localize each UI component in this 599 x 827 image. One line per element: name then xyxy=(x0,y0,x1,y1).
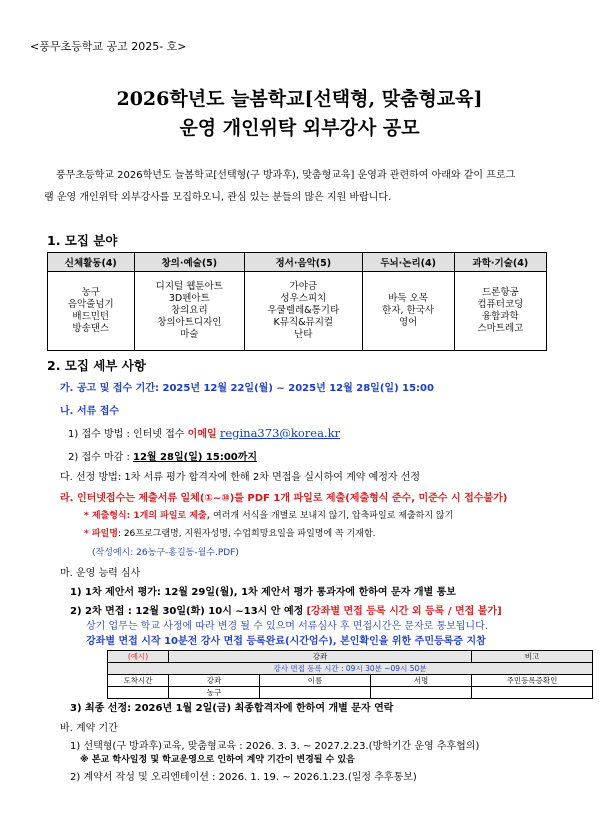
evaluation-heading: 마. 운영 능력 심사 xyxy=(60,568,141,579)
field-header: 신체활동(4) xyxy=(48,253,135,272)
intro-line-1: 풍무초등학교 2026학년도 늘봄학교[선택형(구 방과후), 맞춤형교육] 운영과 관련하여 아래와 같이 프로그 xyxy=(56,170,516,181)
filename-example: (작성예시: 26농구-홍길동-월수.PDF) xyxy=(92,548,239,558)
final-selection: 3) 최종 선정: 2026년 1월 2일(금) 최종합격자에 한하여 개별 문자 연락 xyxy=(70,703,394,714)
contract-note: ※ 본교 학사일정 및 학교운영으로 인하여 계약 기간이 변경될 수 있음 xyxy=(80,755,355,765)
internet-submission-rule: 라. 인터넷접수는 제출서류 일체(①~⑩)를 PDF 1개 파일로 제출(제출형식 준수, 미준수 시 접수불가) xyxy=(60,493,508,504)
field-header: 두뇌·논리(4) xyxy=(362,253,454,272)
course-item: 음악줄넘기 xyxy=(67,299,114,310)
field-cell xyxy=(362,272,454,351)
course-item: 바둑 오목 xyxy=(388,293,428,304)
field-cell xyxy=(48,272,135,351)
course-item: 농구 xyxy=(81,287,100,298)
empty-cell xyxy=(108,687,169,699)
intro-line-2: 램 운영 개인위탁 외부강사를 모집하오니, 관심 있는 분들의 많은 지원 바랍니다. xyxy=(44,192,392,203)
interview-note-1: 상기 업무는 학교 사정에 따라 변경 될 수 있으며 서류심사 후 면접시간은 문자로 통보됩니다. xyxy=(86,621,488,632)
email-link[interactable]: regina373@korea.kr xyxy=(219,426,341,440)
submission-deadline xyxy=(68,448,257,463)
course-item: 융합과학 xyxy=(482,311,519,322)
interview-schedule-table xyxy=(107,650,593,699)
course-item: 3D펜아트 xyxy=(168,293,210,304)
id-check-header: 주민등록증확인 xyxy=(472,675,593,687)
interview-date: 2) 2차 면접 : 12월 30일(화) 10시 ~13시 안 예정 xyxy=(70,606,304,617)
deadline-label: 2) 접수 마감 : xyxy=(68,452,133,463)
field-header: 과학·기술(4) xyxy=(454,253,546,272)
section1-heading: 1. 모집 분야 xyxy=(47,233,118,248)
title-line-2: 운영 개인위탁 외부강사 공모 xyxy=(179,117,420,139)
intro-paragraph xyxy=(44,165,564,209)
section2-heading: 2. 모집 세부 사항 xyxy=(47,358,146,373)
format-red-text: : 1개의 파일로 제출, xyxy=(126,511,211,521)
filename-rest: : 26프로그램명, 지원자성명, 수업희망요일을 파일명에 꼭 기재함. xyxy=(117,529,376,539)
empty-cell xyxy=(472,687,593,699)
format-rule xyxy=(84,508,453,521)
example-cell: (예시) xyxy=(108,651,169,663)
course-item: 배드민턴 xyxy=(72,311,110,322)
course-item: 영어 xyxy=(398,317,418,328)
contract-period-1: 1) 선택형(구 방과후)교육, 맞춤형교육 : 2026. 3. 3. ~ 2027.2.23.(방학기간 운영 추후협의) xyxy=(70,741,480,752)
interview-note-2: 강좌별 면접 시작 10분전 강사 면접 등록완료(시간엄수), 본인확인을 위한 주민등록증 지참 xyxy=(86,636,486,647)
submission-method xyxy=(68,425,340,440)
name-header: 이름 xyxy=(260,675,371,687)
course-item: 난타 xyxy=(294,329,313,340)
field-cell xyxy=(134,272,245,351)
field-cell xyxy=(245,272,362,351)
filename-label: * 파일명 xyxy=(84,529,118,539)
course-item: 드론항공 xyxy=(482,287,519,298)
format-label: * 제출형식 xyxy=(84,511,127,521)
course-item: 스마트레고 xyxy=(477,323,524,334)
course-item: 디지털 웹툰아트 xyxy=(155,281,223,292)
sign-header: 서명 xyxy=(371,675,472,687)
course-item: K뮤직&뮤지컬 xyxy=(273,317,334,328)
course-item: 성우스피치 xyxy=(280,293,327,304)
fields-table xyxy=(47,252,547,351)
empty-cell xyxy=(260,687,371,699)
row-course: 농구 xyxy=(169,687,260,699)
registration-time: 강사 면접 등록 시간 : 09시 30분 ~09시 50분 xyxy=(108,663,593,675)
course-item: 한자, 한국사 xyxy=(382,305,435,316)
course-col-header: 강좌 xyxy=(169,675,260,687)
course-item: 마술 xyxy=(180,329,199,340)
deadline-value: 12월 28일(일) 15:00까지 xyxy=(133,452,258,463)
remark-header: 비고 xyxy=(472,651,593,663)
contract-heading: 바. 계약 기간 xyxy=(60,723,118,734)
course-item: 컴퓨터코딩 xyxy=(477,299,524,310)
submission-heading: 나. 서류 접수 xyxy=(60,406,120,417)
course-item: 가야금 xyxy=(289,281,318,292)
arrival-header: 도착시간 xyxy=(108,675,169,687)
second-interview xyxy=(70,602,502,617)
format-rest: 여러개 서식을 개별로 보내지 않기, 압축파일로 제출하지 않기 xyxy=(210,511,454,521)
contract-period-2: 2) 계약서 작성 및 오리엔테이션 : 2026. 1. 19. ~ 2026.1.23.(일정 추후통보) xyxy=(70,772,417,783)
course-item: 창의아트디자인 xyxy=(157,317,222,328)
course-header: 강좌 xyxy=(169,651,472,663)
email-label: 이메일 xyxy=(187,429,217,440)
selection-method: 다. 선정 방법: 1차 서류 평가 합격자에 한해 2차 면접을 실시하여 계약 예정자 선정 xyxy=(60,472,421,483)
first-evaluation: 1) 1차 제안서 평가: 12월 29일(월), 1차 제안서 평가 통과자에 한하여 문자 개별 통보 xyxy=(70,587,456,598)
period-line: 가. 공고 및 접수 기간: 2025년 12월 22일(월) ~ 2025년 12월 28일(일) 15:00 xyxy=(60,383,434,394)
course-item: 창의요리 xyxy=(170,305,208,316)
title-line-1: 2026학년도 늘봄학교[선택형, 맞춤형교육] xyxy=(116,88,483,110)
notice-number: <풍무초등학교 공고 2025- 호> xyxy=(30,40,187,53)
field-header: 창의·예술(5) xyxy=(134,253,245,272)
filename-rule xyxy=(84,526,376,539)
field-header: 정서·음악(5) xyxy=(245,253,362,272)
method-label: 1) 접수 방법 : 인터넷 접수 xyxy=(68,429,188,440)
empty-cell xyxy=(371,687,472,699)
course-item: 우쿨렐레&통기타 xyxy=(267,305,340,316)
course-item: 방송댄스 xyxy=(72,323,110,334)
field-cell xyxy=(454,272,546,351)
interview-warning: [강좌별 면접 등록 시간 외 등록 / 면접 불가] xyxy=(306,606,502,617)
